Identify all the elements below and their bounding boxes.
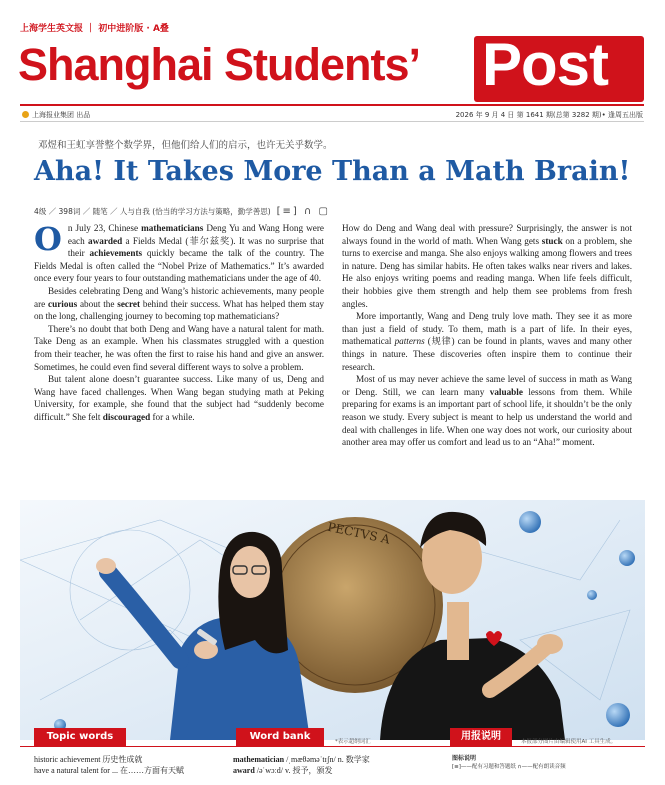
definition: /ˌmæθəməˈtɪʃn/ n. 数学家	[284, 755, 370, 764]
meta-text: 4级 ／ 398词 ／ 随笔 ／ 人与自我 (恰当的学习方法与策略，勤学善思)	[34, 207, 271, 216]
text: behind their success. What has helped them stay on the long, challenging journey to becoming top mathematicians?	[34, 298, 324, 322]
masthead-rule	[20, 104, 644, 106]
keyword: discouraged	[102, 411, 151, 422]
word-entry	[233, 765, 370, 776]
text: Deng Yu and Wang Hong were each	[67, 223, 324, 246]
decor-sphere	[519, 511, 541, 533]
decor-sphere	[587, 590, 597, 600]
tab-topic-words: Topic words	[34, 728, 126, 746]
text: for a while.	[150, 411, 195, 422]
drop-cap: O	[34, 220, 62, 258]
issue-info: 2026 年 9 月 4 日 第 1641 期(总第 3282 期)• 逢周五出版	[455, 111, 643, 119]
header-divider	[20, 121, 644, 122]
keyword: awarded	[88, 235, 123, 246]
ai-note: 本报部分图片由编辑使用AI 工具生成。	[521, 739, 617, 745]
decor-sphere	[606, 703, 630, 727]
paragraph-2	[34, 285, 324, 323]
resource-icons: [≡] ∩ ▢	[276, 206, 330, 217]
paragraph-3: There’s no doubt that both Deng and Wang have a natural talent for math. Take Deng as an example. When his classmates struggled with a question from their teacher, he was often the first to raise his hand and give an answer. Sometimes, he could even find several different ways to solve a problem.	[34, 323, 324, 372]
text: lessons from them. While preparing for exams is an important part of school life, it shouldn’t be the only reason we study. Every subject is meant to help us understand the world and deal with challenges in life. When one way does not work, our curiosity about another area may offer us comfort and lead us to an “Aha!” moment.	[342, 386, 633, 448]
decor-sphere	[619, 550, 635, 566]
paragraph-4	[34, 373, 324, 423]
article-headline: Aha! It Takes More Than a Math Brain!	[34, 156, 631, 187]
guide-title: 图标说明	[452, 755, 477, 762]
keyword: curious	[48, 298, 78, 309]
publisher-logo-icon	[22, 111, 29, 118]
topic-words-list	[34, 754, 184, 776]
medal-inscription: PECTVS A	[326, 519, 392, 547]
photo-illustration	[20, 500, 645, 740]
article-photo	[20, 500, 645, 740]
text: about the	[77, 298, 118, 309]
text: Besides celebrating Deng and Wang’s historic achievements, many people are	[34, 285, 324, 309]
text: Most of us may never achieve the same level of success in math as Wang or Deng. Still, we can learn many	[342, 374, 632, 397]
article-subtitle: 邓煜和王虹享誉整个数学界，但他们给人们的启示，也许无关乎数学。	[38, 140, 333, 151]
keyword: mathematicians	[141, 223, 204, 233]
vocab-note: *表示超纲词汇	[335, 739, 371, 745]
paragraph-5	[342, 222, 632, 310]
usage-guide	[452, 754, 566, 772]
paragraph-1	[34, 222, 324, 285]
text: quickly became the talk of the country. The Fields Medal is often called the “Nobel Prize of Mathematics.” It’s awarded once every four years to four outstanding mathematicians under the age of 40.	[34, 248, 324, 284]
masthead-top-line: 上海学生英文报 ｜ 初中进阶版 · A叠	[20, 24, 169, 34]
text: on a problem, she turns to exercise and manga. She also enjoys walking among flowers and trees in nature. Deng has similar habits. He often takes walks near rivers and lakes. He also enjoys writing poems and reading manga. When life feels difficult, their hobbies give them strength and help them see problems from fresh angles.	[342, 235, 632, 309]
keyword: valuable	[489, 386, 523, 397]
topic-word: have a natural talent for ... 在……方面有天赋	[34, 766, 184, 775]
keyword-italic: patterns	[394, 336, 425, 347]
paragraph-7	[342, 373, 632, 449]
bottom-rule	[20, 746, 645, 747]
publisher	[22, 110, 90, 120]
publisher-label: 上海报业集团 出品	[32, 111, 91, 119]
keyword: secret	[117, 298, 141, 309]
definition: /əˈwɔːd/ v. 授予，颁发	[254, 766, 333, 775]
post-logo-text: Post	[482, 31, 609, 98]
word: mathematician	[233, 755, 285, 764]
paragraph-6	[342, 310, 632, 373]
word: award	[233, 766, 255, 775]
text: How do Deng and Wang deal with pressure? Surprisingly, the answer is not always found in the world of math. When Wang gets	[342, 223, 632, 246]
text: a Fields Medal (菲尔兹奖). It was no surprise that their	[67, 235, 324, 259]
guide-line: [≡]——配有习题和答题纸 ∩——配有朗读音频	[452, 764, 566, 770]
word-bank-list	[233, 754, 370, 776]
text: But talent alone doesn’t guarantee success. Like many of us, Deng and Wang have faced challenges. When Wang began studying math at Peking University, for example, she found that the subject had “suddenly become difficult.” She felt	[34, 374, 324, 422]
article-column-left	[34, 222, 324, 424]
tab-word-bank: Word bank	[236, 728, 324, 746]
article-column-right	[342, 222, 632, 449]
text: More importantly, Wang and Deng truly love math. They see it as more than just a field of study. To them, math is a part of life. In their eyes, mathematical	[342, 311, 632, 347]
article-meta	[34, 206, 330, 217]
tab-usage-guide: 用报说明	[450, 728, 512, 746]
topic-word: historic achievement 历史性成就	[34, 755, 143, 764]
text: (规律) can be found in plants, waves and many other things in nature. These discoveries often inspire them to continue their research.	[342, 336, 632, 372]
text: n July 23, Chinese	[67, 223, 142, 233]
keyword: stuck	[541, 235, 563, 246]
keyword: achievements	[89, 248, 143, 259]
masthead-title: Shanghai Students’	[18, 39, 421, 90]
word-entry	[233, 754, 370, 765]
